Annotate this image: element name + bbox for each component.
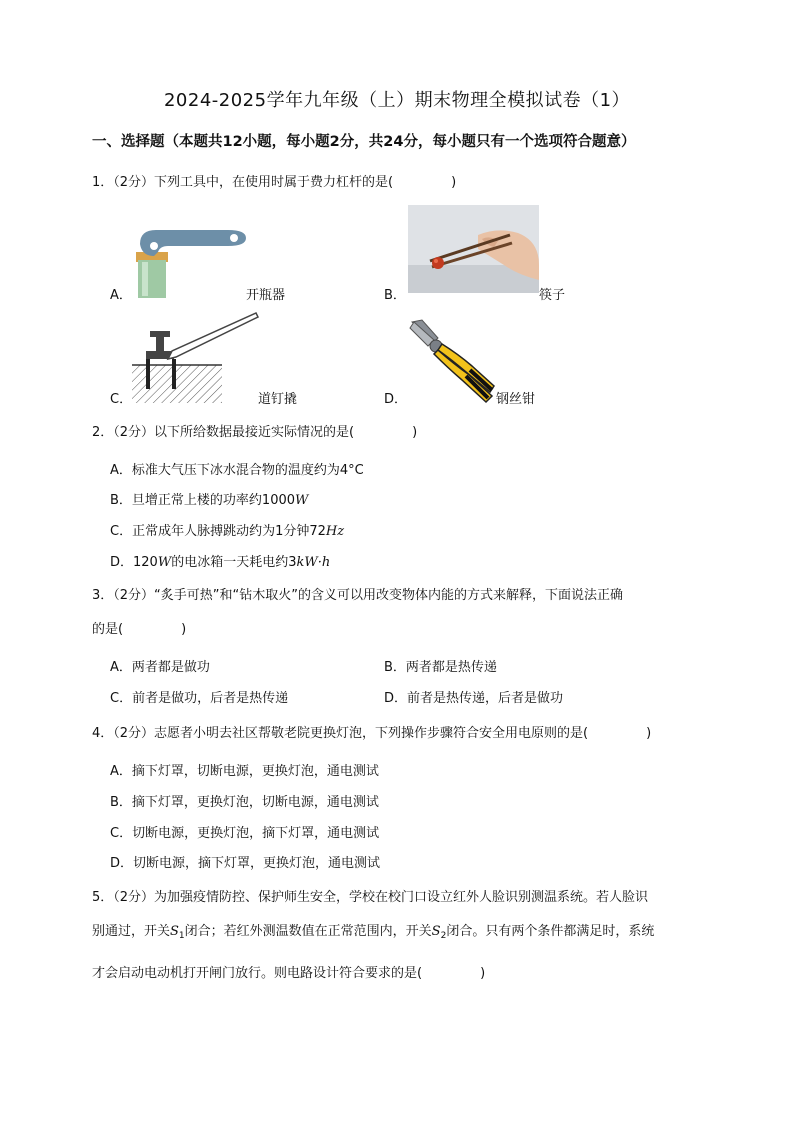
question-3-stem-line2: 的是( ) xyxy=(92,622,187,637)
question-5-stem-line1: 5．（2分）为加强疫情防控、保护师生安全，学校在校门口设立红外人脸识别测温系统。若人脸识 xyxy=(92,890,649,905)
bottle-opener-icon xyxy=(128,222,250,298)
pliers-icon xyxy=(408,318,496,406)
question-5-stem-line2: 别通过，开关$S_1$闭合；若红外测温数值在正常范围内，开关$S_2$闭合。只有两个条件都满足时，系统 xyxy=(92,924,655,941)
q1-option-a[interactable]: A． xyxy=(110,288,132,303)
q4-option-a[interactable]: A．摘下灯罩，切断电源，更换灯泡，通电测试 xyxy=(110,764,379,779)
q1-option-d[interactable]: D． xyxy=(384,392,408,407)
q1-option-c[interactable]: C． xyxy=(110,392,133,407)
page-title: 2024-2025学年九年级（上）期末物理全模拟试卷（1） xyxy=(163,90,631,111)
q1-caption-a: 开瓶器 xyxy=(246,288,286,303)
rail-spike-lever-icon xyxy=(128,309,260,405)
question-5-stem-line3: 才会启动电动机打开闸门放行。则电路设计符合要求的是( ) xyxy=(92,966,486,981)
q2-option-a[interactable]: A．标准大气压下冰水混合物的温度约为4°C xyxy=(110,463,364,478)
question-4-stem: 4．（2分）志愿者小明去社区帮敬老院更换灯泡，下列操作步骤符合安全用电原则的是( ) xyxy=(92,726,652,741)
q4-option-c[interactable]: C．切断电源，更换灯泡，摘下灯罩，通电测试 xyxy=(110,826,380,841)
q2-option-b[interactable]: B．旦增正常上楼的功率约1000W xyxy=(110,493,309,508)
q2-option-c[interactable]: C．正常成年人脉搏跳动约为1分钟72Hz xyxy=(110,524,345,539)
chopsticks-icon xyxy=(408,205,539,293)
q1-caption-b: 筷子 xyxy=(539,288,566,303)
q3-option-a[interactable]: A．两者都是做功 xyxy=(110,660,210,675)
q3-option-d[interactable]: D．前者是热传递，后者是做功 xyxy=(384,691,564,706)
q1-option-b[interactable]: B． xyxy=(384,288,406,303)
question-2-stem: 2．（2分）以下所给数据最接近实际情况的是( ) xyxy=(92,425,418,440)
q3-option-c[interactable]: C．前者是做功，后者是热传递 xyxy=(110,691,289,706)
q4-option-b[interactable]: B．摘下灯罩，更换灯泡，切断电源，通电测试 xyxy=(110,795,379,810)
section-heading: 一、选择题（本题共12小题，每小题2分，共24分，每小题只有一个选项符合题意） xyxy=(92,134,636,150)
q1-caption-d: 钢丝钳 xyxy=(496,392,536,407)
q1-caption-c: 道钉撬 xyxy=(258,392,298,407)
q4-option-d[interactable]: D．切断电源，摘下灯罩，更换灯泡，通电测试 xyxy=(110,856,381,871)
q3-option-b[interactable]: B．两者都是热传递 xyxy=(384,660,497,675)
question-3-stem-line1: 3．（2分）“炙手可热”和“钻木取火”的含义可以用改变物体内能的方式来解释，下面说法正确 xyxy=(92,588,623,603)
q2-option-d[interactable]: D．120W的电冰箱一天耗电约3kW·h xyxy=(110,555,331,570)
question-1-stem: 1．（2分）下列工具中，在使用时属于费力杠杆的是( ) xyxy=(92,175,457,190)
